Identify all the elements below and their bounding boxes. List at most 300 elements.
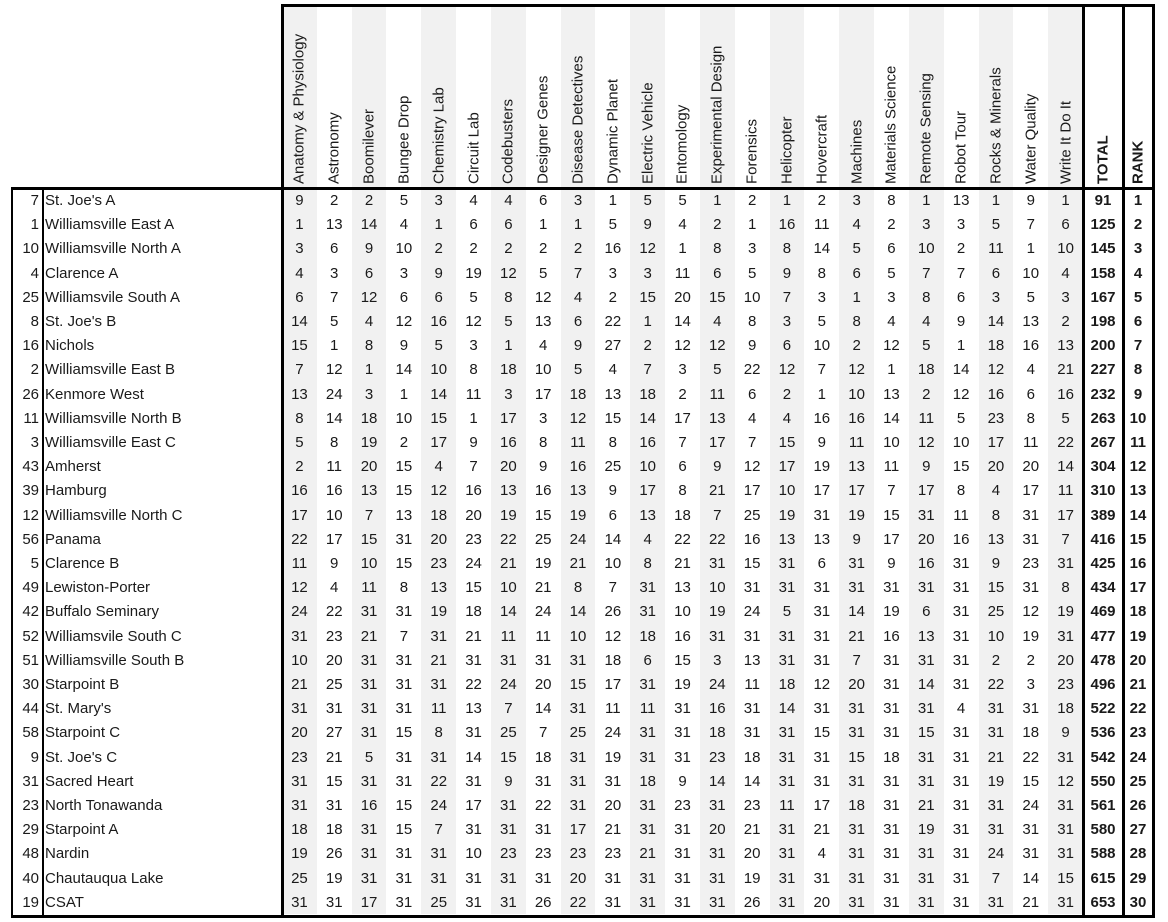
team-number: 11	[23, 409, 39, 427]
event-header	[561, 6, 596, 188]
score-cell: 15	[604, 409, 622, 427]
event-header-label: Entomology	[673, 104, 691, 184]
score-cell: 31	[569, 651, 587, 669]
score-cell: 17	[325, 530, 343, 548]
score-cell: 1	[678, 240, 687, 258]
score-cell: 31	[813, 869, 831, 887]
score-cell: 14	[395, 361, 413, 379]
score-cell: 31	[291, 627, 308, 645]
rank-cell: 24	[1129, 748, 1147, 766]
score-cell: 20	[430, 530, 448, 548]
score-cell: 16	[778, 216, 796, 234]
score-cell: 19	[1057, 603, 1074, 621]
score-cell: 7	[887, 482, 896, 500]
score-cell: 1	[1061, 192, 1070, 209]
score-cell: 21	[848, 627, 865, 645]
score-cell: 16	[917, 555, 935, 572]
score-cell: 15	[708, 288, 726, 306]
score-cell: 22	[325, 603, 343, 621]
score-cell: 31	[743, 724, 761, 742]
score-cell: 5	[1061, 409, 1070, 427]
score-cell: 31	[813, 627, 831, 645]
score-cell: 8	[295, 409, 304, 427]
score-cell: 22	[1057, 434, 1074, 451]
score-cell: 4	[434, 458, 443, 476]
rank-cell: 5	[1133, 288, 1143, 306]
score-cell: 12	[813, 676, 831, 693]
event-header	[1013, 6, 1048, 188]
score-cell: 13	[569, 482, 587, 500]
score-cell: 31	[848, 579, 865, 597]
event-header-label: Water Quality	[1022, 93, 1040, 184]
rank-cell: 11	[1130, 434, 1146, 451]
score-cell: 31	[883, 700, 900, 718]
score-cell: 12	[291, 579, 308, 597]
score-cell: 7	[1026, 216, 1035, 234]
score-cell: 19	[883, 603, 900, 621]
team-number: 58	[22, 724, 39, 742]
total-cell: 416	[1090, 530, 1116, 548]
border-num-name	[42, 188, 44, 916]
score-cell: 4	[399, 216, 409, 234]
score-cell: 10	[743, 288, 761, 306]
team-number: 19	[22, 893, 39, 911]
score-cell: 9	[922, 458, 931, 476]
score-cell: 21	[291, 676, 308, 693]
score-cell: 3	[469, 337, 478, 355]
score-cell: 11	[465, 385, 482, 403]
score-cell: 6	[295, 288, 304, 306]
score-cell: 31	[848, 821, 865, 839]
rank-cell: 13	[1129, 482, 1147, 500]
score-cell: 8	[643, 555, 652, 572]
score-cell: 12	[1022, 603, 1040, 621]
score-cell: 31	[917, 845, 935, 863]
score-cell: 5	[747, 264, 757, 282]
score-cell: 31	[360, 651, 378, 669]
score-cell: 31	[848, 845, 865, 863]
score-cell: 14	[708, 772, 726, 790]
score-cell: 7	[330, 288, 339, 306]
score-cell: 19	[465, 264, 482, 282]
score-cell: 6	[330, 240, 339, 258]
score-cell: 5	[469, 288, 478, 306]
score-cell: 1	[922, 192, 931, 209]
team-name: Williamsville East B	[45, 361, 176, 379]
score-cell: 17	[534, 385, 552, 403]
score-cell: 26	[325, 845, 343, 863]
team-number: 9	[30, 748, 39, 766]
team-name: St. Joe's C	[45, 748, 118, 766]
score-cell: 10	[291, 651, 308, 669]
score-cell: 4	[330, 579, 339, 597]
score-cell: 2	[887, 216, 896, 234]
score-cell: 15	[395, 821, 413, 839]
score-cell: 4	[539, 337, 548, 355]
score-cell: 16	[430, 313, 448, 330]
team-name: Sacred Heart	[45, 772, 134, 790]
score-cell: 14	[534, 700, 552, 718]
score-cell: 11	[326, 458, 342, 476]
score-cell: 15	[1022, 772, 1040, 790]
team-number: 5	[30, 555, 39, 572]
score-cell: 19	[708, 603, 726, 621]
team-number: 3	[30, 434, 39, 451]
score-cell: 12	[743, 458, 761, 476]
score-cell: 16	[708, 700, 726, 718]
score-cell: 14	[500, 603, 517, 621]
event-header	[630, 6, 665, 188]
rank-cell: 20	[1129, 651, 1147, 669]
score-cell: 4	[956, 700, 966, 718]
score-cell: 31	[848, 555, 865, 572]
score-cell: 14	[569, 603, 587, 621]
score-cell: 12	[465, 313, 482, 330]
score-cell: 14	[883, 409, 900, 427]
score-cell: 1	[643, 313, 652, 330]
score-cell: 31	[987, 724, 1005, 742]
event-header-label: Write It Do It	[1057, 100, 1075, 184]
score-cell: 7	[782, 288, 792, 306]
score-cell: 3	[852, 192, 861, 209]
event-header-label: Materials Science	[882, 65, 900, 184]
total-cell: 477	[1090, 627, 1116, 645]
score-cell: 13	[465, 700, 482, 718]
event-header-label: Experimental Design	[708, 45, 726, 184]
score-cell: 18	[291, 821, 308, 839]
score-cell: 14	[952, 361, 970, 379]
score-cell: 22	[430, 772, 448, 790]
score-cell: 31	[1022, 845, 1040, 863]
score-cell: 31	[569, 748, 587, 766]
score-cell: 7	[608, 579, 617, 597]
score-cell: 3	[608, 264, 617, 282]
score-cell: 1	[434, 216, 443, 234]
score-cell: 12	[778, 361, 796, 379]
score-cell: 7	[1061, 530, 1070, 548]
score-cell: 10	[674, 603, 691, 621]
team-number: 12	[22, 506, 39, 524]
score-cell: 31	[952, 579, 970, 597]
score-cell: 2	[1061, 313, 1070, 330]
score-cell: 14	[778, 700, 796, 718]
score-cell: 31	[987, 821, 1005, 839]
score-cell: 23	[534, 845, 552, 863]
score-cell: 31	[883, 724, 900, 742]
score-cell: 14	[430, 385, 448, 403]
score-cell: 2	[678, 385, 687, 403]
score-cell: 9	[817, 434, 826, 451]
score-cell: 3	[922, 216, 931, 234]
total-cell: 304	[1090, 458, 1116, 476]
score-cell: 27	[325, 724, 343, 742]
score-cell: 21	[360, 627, 378, 645]
score-cell: 22	[604, 313, 622, 330]
score-cell: 31	[952, 821, 970, 839]
score-cell: 31	[360, 676, 378, 693]
score-cell: 16	[639, 434, 656, 451]
score-cell: 11	[814, 216, 830, 234]
score-cell: 31	[952, 748, 970, 766]
event-header	[839, 6, 874, 188]
event-header	[735, 6, 770, 188]
score-cell: 31	[987, 893, 1005, 911]
score-cell: 16	[848, 409, 865, 427]
score-cell: 31	[917, 772, 935, 790]
score-cell: 24	[604, 724, 622, 742]
score-cell: 31	[1057, 797, 1074, 814]
team-name: Kenmore West	[45, 385, 144, 403]
score-cell: 31	[465, 893, 482, 911]
score-cell: 21	[1022, 893, 1040, 911]
total-cell: 469	[1090, 603, 1116, 621]
score-cell: 6	[956, 288, 966, 306]
score-cell: 23	[743, 797, 761, 814]
score-cell: 3	[887, 288, 896, 306]
score-cell: 8	[991, 506, 1001, 524]
score-cell: 1	[747, 216, 757, 234]
event-header-label: Bungee Drop	[395, 95, 413, 184]
score-cell: 6	[782, 337, 792, 355]
score-cell: 20	[708, 821, 726, 839]
score-cell: 3	[782, 313, 792, 330]
team-number: 7	[30, 192, 39, 209]
rank-cell: 14	[1129, 506, 1147, 524]
score-cell: 5	[295, 434, 304, 451]
border-right	[1152, 4, 1155, 917]
score-cell: 9	[608, 482, 617, 500]
score-cell: 31	[848, 700, 865, 718]
score-cell: 31	[1057, 845, 1074, 863]
score-cell: 31	[639, 797, 656, 814]
score-cell: 18	[883, 748, 900, 766]
score-cell: 19	[291, 845, 308, 863]
score-cell: 18	[987, 337, 1005, 355]
score-cell: 31	[674, 869, 691, 887]
score-cell: 31	[674, 893, 691, 911]
score-cell: 16	[465, 482, 482, 500]
score-cell: 12	[883, 337, 900, 355]
score-cell: 25	[325, 676, 343, 693]
score-cell: 16	[1057, 385, 1074, 403]
total-cell: 198	[1090, 313, 1116, 330]
score-cell: 10	[360, 555, 378, 572]
event-header	[770, 6, 805, 188]
score-cell: 8	[504, 288, 513, 306]
score-cell: 22	[291, 530, 308, 548]
score-cell: 25	[604, 458, 622, 476]
score-cell: 31	[430, 627, 448, 645]
score-cell: 8	[330, 434, 339, 451]
score-cell: 21	[1057, 361, 1074, 379]
score-cell: 19	[1022, 627, 1040, 645]
team-name: Buffalo Seminary	[45, 603, 159, 621]
score-cell: 13	[291, 385, 308, 403]
score-cell: 5	[504, 313, 513, 330]
team-number: 10	[22, 240, 39, 258]
score-cell: 4	[991, 482, 1001, 500]
score-cell: 24	[569, 530, 587, 548]
total-cell: 158	[1090, 264, 1116, 282]
score-cell: 31	[395, 676, 413, 693]
score-cell: 15	[813, 724, 831, 742]
rank-cell: 30	[1129, 893, 1147, 911]
score-cell: 21	[813, 821, 831, 839]
team-name: Clarence A	[45, 264, 119, 282]
score-cell: 31	[917, 748, 935, 766]
score-cell: 23	[500, 845, 517, 863]
score-cell: 13	[952, 192, 970, 209]
score-cell: 23	[1022, 555, 1040, 572]
score-cell: 17	[708, 434, 726, 451]
score-cell: 6	[852, 264, 861, 282]
score-cell: 22	[1022, 748, 1040, 766]
score-cell: 13	[674, 579, 691, 597]
score-cell: 5	[434, 337, 443, 355]
score-cell: 12	[569, 409, 587, 427]
score-cell: 11	[570, 434, 586, 451]
score-cell: 19	[778, 506, 796, 524]
score-cell: 31	[708, 845, 726, 863]
score-cell: 9	[364, 240, 374, 258]
team-name: Williamsvile South A	[45, 288, 181, 306]
score-cell: 31	[395, 869, 413, 887]
score-cell: 5	[887, 264, 896, 282]
score-cell: 31	[917, 651, 935, 669]
score-cell: 7	[713, 506, 722, 524]
score-cell: 7	[991, 869, 1001, 887]
event-header-label: Forensics	[743, 118, 761, 184]
score-cell: 8	[713, 240, 722, 258]
score-cell: 27	[604, 337, 622, 355]
score-cell: 16	[604, 240, 622, 258]
score-cell: 31	[534, 651, 552, 669]
score-cell: 31	[813, 748, 831, 766]
score-cell: 18	[917, 361, 935, 379]
score-cell: 16	[883, 627, 900, 645]
event-header	[526, 6, 561, 188]
event-header	[456, 6, 491, 188]
rank-cell: 21	[1129, 676, 1147, 693]
rank-cell: 15	[1129, 530, 1147, 548]
score-cell: 20	[1022, 458, 1040, 476]
score-cell: 2	[434, 240, 443, 258]
score-cell: 7	[747, 434, 757, 451]
score-cell: 22	[569, 893, 587, 911]
score-cell: 31	[1022, 821, 1040, 839]
score-cell: 3	[747, 240, 757, 258]
score-cell: 13	[813, 530, 831, 548]
score-cell: 31	[500, 797, 517, 814]
score-cell: 31	[952, 893, 970, 911]
score-cell: 24	[325, 385, 343, 403]
score-cell: 31	[395, 603, 413, 621]
event-header-label: Rocks & Minerals	[987, 67, 1005, 184]
score-cell: 31	[883, 821, 900, 839]
score-cell: 13	[743, 651, 761, 669]
score-cell: 9	[678, 772, 687, 790]
score-cell: 19	[360, 434, 378, 451]
score-cell: 15	[883, 506, 900, 524]
score-cell: 20	[813, 893, 831, 911]
score-cell: 13	[430, 579, 448, 597]
score-cell: 5	[608, 216, 617, 234]
rank-cell: 9	[1133, 385, 1143, 403]
score-cell: 10	[917, 240, 935, 258]
score-cell: 22	[987, 676, 1005, 693]
score-cell: 31	[430, 869, 448, 887]
score-cell: 17	[1057, 506, 1074, 524]
score-cell: 31	[360, 845, 378, 863]
rank-cell: 29	[1129, 869, 1147, 887]
score-cell: 4	[608, 361, 617, 379]
score-cell: 31	[952, 651, 970, 669]
score-cell: 4	[469, 192, 478, 209]
score-cell: 9	[1026, 192, 1035, 209]
score-cell: 11	[709, 385, 726, 403]
score-cell: 31	[360, 603, 378, 621]
score-cell: 19	[813, 458, 831, 476]
team-name: CSAT	[45, 893, 84, 911]
score-cell: 31	[674, 821, 691, 839]
score-cell: 31	[291, 893, 308, 911]
score-cell: 23	[465, 530, 482, 548]
score-cell: 8	[852, 313, 861, 330]
score-cell: 31	[639, 869, 656, 887]
rank-header-label: RANK	[1129, 140, 1147, 184]
score-cell: 15	[465, 579, 482, 597]
score-cell: 4	[713, 313, 722, 330]
score-cell: 31	[1022, 506, 1040, 524]
score-cell: 23	[604, 845, 622, 863]
score-cell: 9	[1061, 724, 1070, 742]
score-cell: 18	[360, 409, 378, 427]
score-cell: 6	[434, 288, 443, 306]
score-cell: 31	[639, 579, 656, 597]
rank-cell: 12	[1129, 458, 1147, 476]
score-cell: 31	[1022, 700, 1040, 718]
score-cell: 19	[430, 603, 448, 621]
border-rank-left	[1122, 4, 1125, 917]
score-cell: 31	[395, 651, 413, 669]
score-cell: 3	[713, 651, 722, 669]
score-cell: 15	[778, 434, 796, 451]
score-cell: 19	[848, 506, 865, 524]
score-cell: 14	[604, 530, 622, 548]
score-cell: 17	[987, 434, 1005, 451]
score-cell: 31	[778, 724, 796, 742]
score-cell: 13	[1022, 313, 1040, 330]
score-cell: 31	[325, 893, 343, 911]
score-cell: 7	[922, 264, 931, 282]
team-number: 8	[30, 313, 39, 330]
score-cell: 13	[778, 530, 796, 548]
score-cell: 19	[534, 555, 552, 572]
score-cell: 18	[465, 603, 482, 621]
score-cell: 7	[956, 264, 966, 282]
score-cell: 31	[987, 700, 1005, 718]
score-cell: 22	[534, 797, 552, 814]
score-cell: 21	[743, 821, 761, 839]
score-cell: 22	[743, 361, 761, 379]
border-total-left	[1082, 4, 1085, 917]
team-name: Williamsville North B	[45, 409, 182, 427]
score-cell: 2	[573, 240, 583, 258]
score-cell: 2	[504, 240, 513, 258]
score-cell: 3	[330, 264, 339, 282]
score-cell: 20	[743, 845, 761, 863]
score-cell: 15	[291, 337, 308, 355]
